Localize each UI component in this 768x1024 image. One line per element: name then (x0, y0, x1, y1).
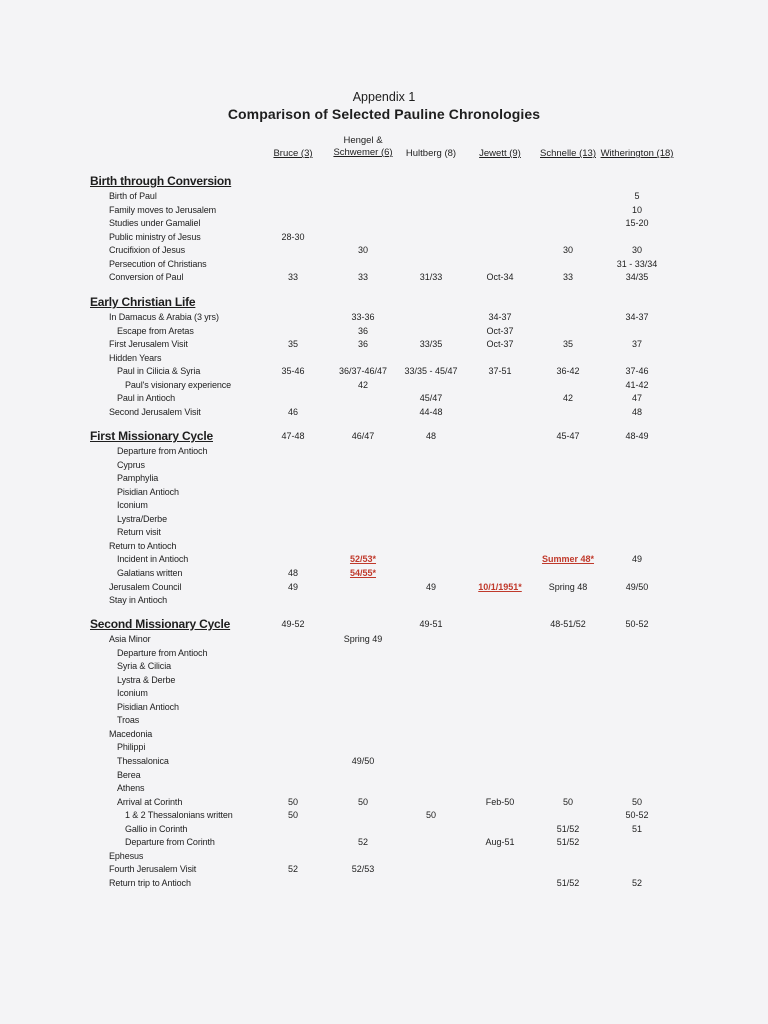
row-label: Philippi (117, 742, 146, 753)
section-value: 45-47 (556, 431, 580, 441)
row-label: Persecution of Christians (109, 258, 207, 269)
table-cell: 34-37 (488, 312, 512, 322)
table-cell: Oct-37 (486, 325, 514, 336)
table-cell: 28-30 (281, 231, 305, 242)
section-value: 47-48 (281, 431, 305, 441)
table-cell: 52 (631, 877, 643, 888)
table-cell: 35 (562, 339, 574, 350)
table-cell: 34-37 (625, 312, 649, 322)
table-cell: 50 (562, 796, 574, 807)
section-value: 50-52 (625, 619, 649, 629)
row-label: Berea (117, 769, 141, 780)
section-title: Second Missionary Cycle (90, 617, 231, 631)
table-cell: 50 (287, 796, 299, 807)
row-label: Birth of Paul (109, 191, 157, 201)
column-header (273, 148, 312, 160)
table-cell: 30 (631, 245, 643, 256)
table-cell: 52/53* (349, 554, 377, 565)
table-cell: 51/52 (556, 837, 580, 848)
row-label: Lystra & Derbe (117, 674, 176, 685)
table-cell: 10 (631, 204, 643, 215)
table-cell: Summer 48* (541, 554, 595, 565)
table-cell: 51/52 (556, 823, 580, 834)
table-cell: 54/55* (349, 567, 377, 578)
table-cell: 48 (631, 406, 643, 417)
table-cell: 34/35 (625, 272, 649, 283)
table-cell: 5 (634, 191, 640, 201)
table-cell: 35-46 (281, 366, 305, 377)
section-value: 46/47 (351, 431, 375, 441)
row-label: Return to Antioch (109, 540, 177, 551)
row-label: Thessalonica (117, 755, 169, 766)
table-cell: Oct-34 (486, 272, 514, 283)
section-value: 48-49 (625, 431, 649, 441)
row-label: Jerusalem Council (109, 581, 182, 592)
row-label: Studies under Gamaliel (109, 218, 201, 229)
row-label: Public ministry of Jesus (109, 231, 201, 242)
column-header-label: Schwemer (6) (333, 147, 393, 158)
row-label: Fourth Jerusalem Visit (109, 864, 197, 875)
table-cell: 46 (287, 406, 299, 417)
table-cell: Spring 48 (548, 581, 588, 592)
page-title: Comparison of Selected Pauline Chronologies (227, 106, 541, 122)
table-cell: Feb-50 (485, 796, 515, 807)
table-cell: 33-36 (351, 312, 375, 322)
row-label: Return trip to Antioch (109, 877, 191, 888)
table-cell: 49 (631, 554, 643, 565)
table-cell: 45/47 (419, 393, 443, 404)
column-header-label: Witherington (18) (600, 148, 674, 159)
column-header-label: Bruce (3) (273, 148, 313, 159)
table-cell: 33 (562, 272, 574, 283)
table-cell: Spring 49 (343, 634, 383, 644)
row-label: Iconium (117, 688, 148, 699)
table-cell: Oct-37 (486, 339, 514, 350)
row-label: Family moves to Jerusalem (109, 204, 217, 215)
column-header (540, 148, 596, 160)
table-cell: 31 - 33/34 (616, 258, 658, 269)
table-cell: 36/37-46/47 (338, 366, 388, 377)
table-cell: 44-48 (419, 406, 443, 417)
table-cell: 49 (287, 581, 299, 592)
row-label: In Damacus & Arabia (3 yrs) (109, 312, 219, 322)
table-cell: 36-42 (556, 366, 580, 377)
table-cell: 52/53 (351, 864, 375, 875)
column-header-top: Hengel & (343, 135, 383, 146)
table-cell: 49 (425, 581, 437, 592)
section-value: 49-51 (419, 619, 443, 629)
table-cell: 10/1/1951* (478, 581, 522, 592)
table-cell: 30 (357, 245, 369, 256)
row-label: Pisidian Antioch (117, 701, 179, 712)
row-label: Arrival at Corinth (117, 796, 183, 807)
table-cell: 52 (357, 837, 369, 848)
table-cell: 42 (562, 393, 574, 404)
table-cell: 49/50 (625, 581, 649, 592)
table-cell: 50 (287, 810, 299, 821)
table-cell: 33 (357, 272, 369, 283)
row-label: Paul's visionary experience (125, 379, 232, 390)
table-cell: 51 (631, 823, 643, 834)
table-cell: 50 (631, 796, 643, 807)
row-label: Gallio in Corinth (125, 823, 188, 834)
row-label: Ephesus (109, 850, 144, 861)
table-cell: 36 (357, 339, 369, 350)
row-label: Departure from Antioch (117, 647, 208, 658)
row-label: Asia Minor (109, 634, 151, 644)
table-cell: 48 (287, 567, 299, 578)
column-header (479, 148, 521, 160)
appendix-label: Appendix 1 (352, 90, 416, 104)
row-label: Troas (117, 715, 140, 726)
column-header (406, 148, 456, 160)
table-cell: 47 (631, 393, 643, 404)
row-label: Return visit (117, 527, 161, 538)
table-cell: 36 (357, 325, 369, 336)
table-cell: 35 (287, 339, 299, 350)
row-label: Conversion of Paul (109, 272, 184, 283)
row-label: Athens (117, 783, 145, 794)
row-label: Pisidian Antioch (117, 486, 179, 497)
table-cell: 33/35 (419, 339, 443, 350)
row-label: Incident in Antioch (117, 554, 189, 565)
section-value: 48-51/52 (550, 619, 586, 629)
section-title: Birth through Conversion (90, 174, 232, 188)
column-header-label: Hultberg (8) (405, 148, 457, 159)
row-label: Paul in Cilicia & Syria (117, 366, 201, 377)
section-value: 49-52 (281, 619, 305, 629)
row-label: Departure from Antioch (117, 446, 208, 456)
row-label: Second Jerusalem Visit (109, 406, 201, 417)
table-cell: 50-52 (625, 810, 649, 821)
row-label: Galatians written (117, 567, 183, 578)
row-label: Hidden Years (109, 352, 162, 363)
section-value: 48 (425, 431, 437, 441)
column-header (601, 148, 674, 160)
table-cell: 15-20 (625, 218, 649, 229)
table-cell: 33 (287, 272, 299, 283)
table-cell: 37 (631, 339, 643, 350)
column-header-label: Schnelle (13) (540, 148, 596, 159)
table-cell: 41-42 (625, 379, 649, 390)
table-cell: 37-46 (625, 366, 649, 377)
table-cell: 37-51 (488, 366, 512, 377)
row-label: Macedonia (109, 728, 153, 739)
row-label: Stay in Antioch (109, 595, 168, 606)
row-label: Cyprus (117, 459, 145, 470)
row-label: Escape from Aretas (117, 325, 194, 336)
table-cell: 52 (287, 864, 299, 875)
column-header (333, 135, 392, 159)
row-label: Lystra/Derbe (117, 513, 167, 524)
section-title: Early Christian Life (90, 295, 196, 309)
table-cell: 33/35 - 45/47 (404, 366, 458, 377)
section-title: First Missionary Cycle (90, 429, 213, 443)
table-cell: 50 (425, 810, 437, 821)
row-label: Paul in Antioch (117, 393, 176, 404)
column-header-label: Jewett (9) (479, 148, 521, 159)
table-cell: 49/50 (351, 755, 375, 766)
row-label: Departure from Corinth (125, 837, 215, 848)
table-cell: Aug-51 (485, 837, 515, 848)
table-cell: 51/52 (556, 877, 580, 888)
row-label: Pamphylia (117, 473, 159, 484)
table-cell: 42 (357, 379, 369, 390)
table-cell: 31/33 (419, 272, 443, 283)
row-label: Iconium (117, 500, 148, 511)
row-label: Syria & Cilicia (117, 661, 172, 672)
row-label: Crucifixion of Jesus (109, 245, 186, 256)
row-label: 1 & 2 Thessalonians written (125, 810, 233, 821)
table-cell: 50 (357, 796, 369, 807)
row-label: First Jerusalem Visit (109, 339, 188, 350)
table-cell: 30 (562, 245, 574, 256)
